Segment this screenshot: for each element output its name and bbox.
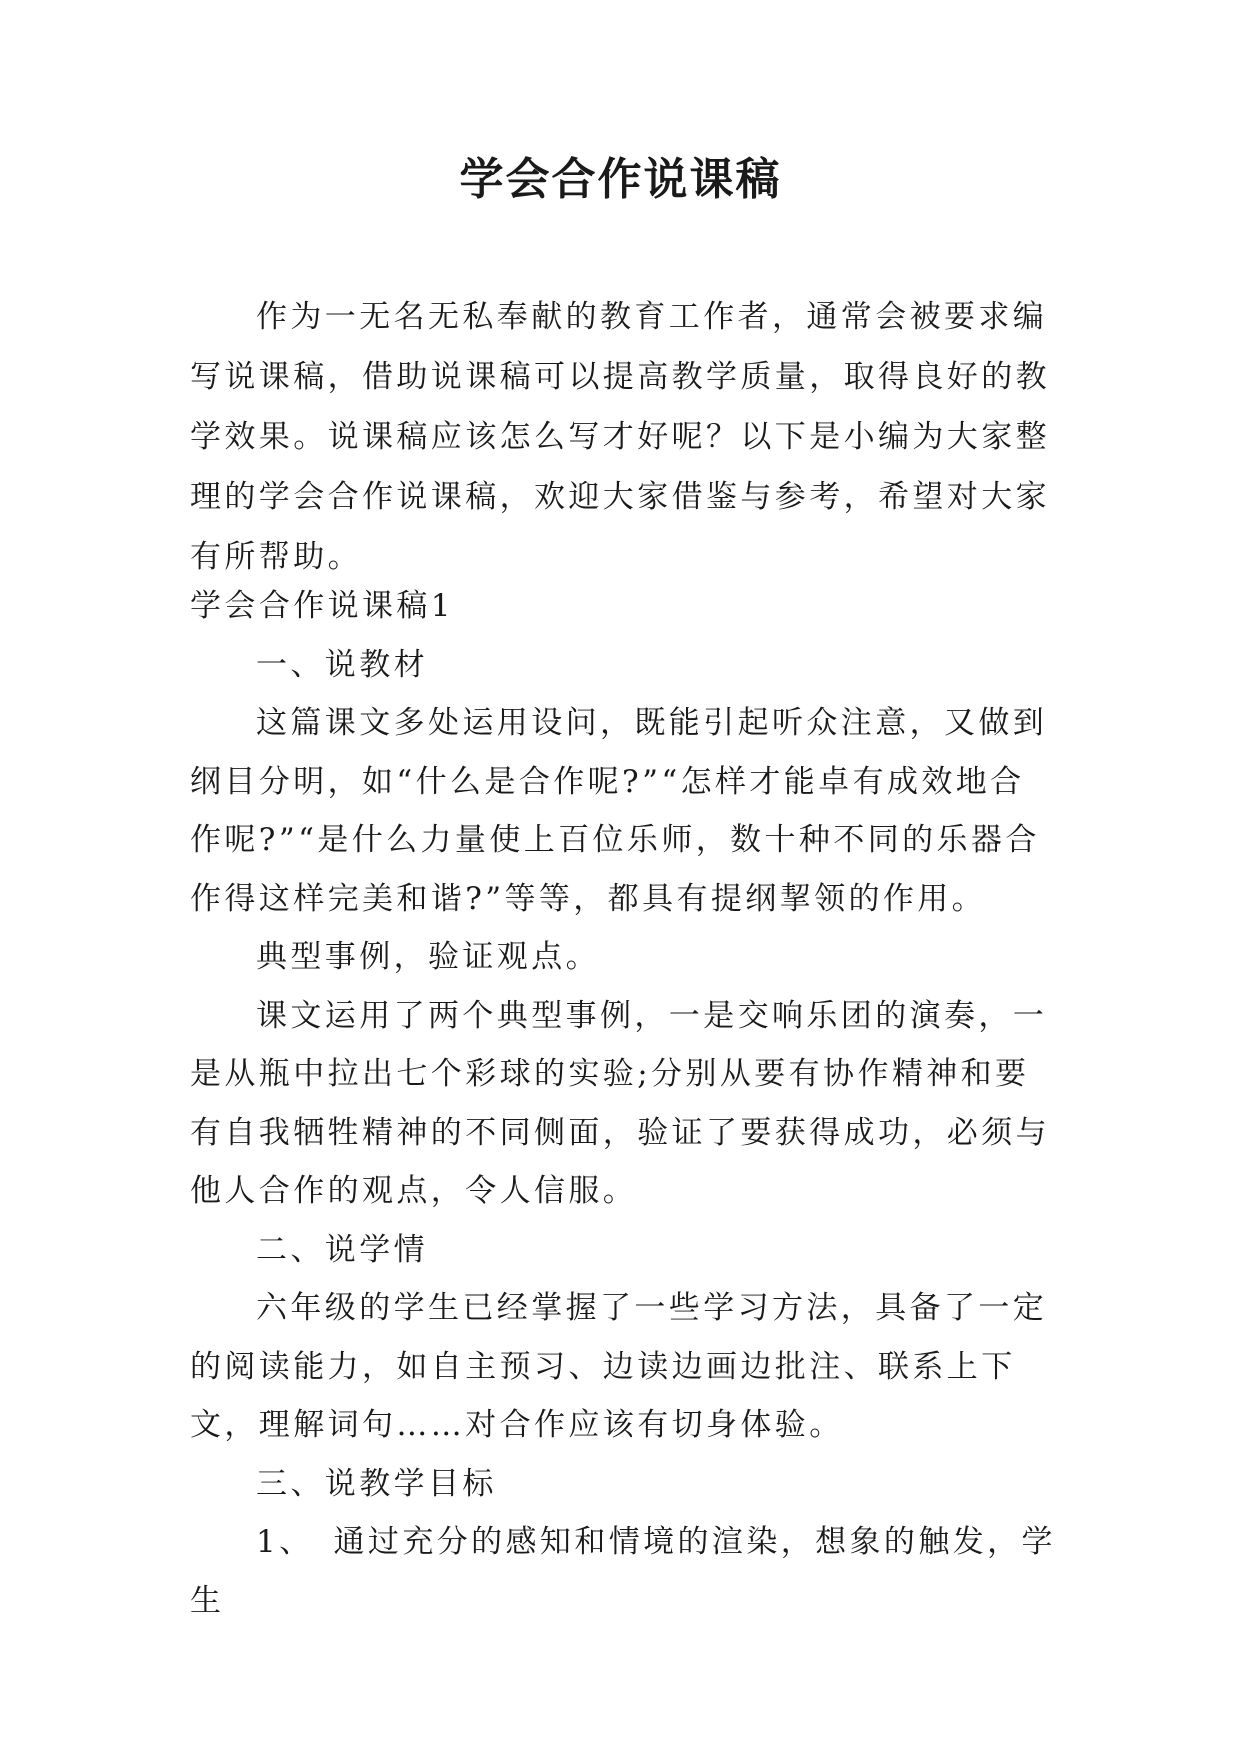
paragraph-typical-examples: 典型事例，验证观点。 (256, 939, 600, 975)
list-item (190, 1513, 1056, 1630)
list-item-number: 1、 (256, 1524, 314, 1560)
paragraph-student-analysis: 六年级的学生已经掌握了一些学习方法，具备了一定的阅读能力，如自主预习、边读边画边批注、联系上下文，理解词句……对合作应该有切身体验。 (190, 1290, 1048, 1443)
document-title: 学会合作说课稿 (459, 154, 782, 205)
document-body (190, 577, 1056, 1630)
heading-teaching-goals: 三、说教学目标 (256, 1465, 497, 1502)
paragraph-examples-detail: 课文运用了两个典型事例，一是交响乐团的演奏，一是从瓶中拉出七个彩球的实验;分别从要有协作精神和要有自我牺牲精神的不同侧面，验证了要获得成功，必须与他人合作的观点，令人信服。 (190, 997, 1050, 1209)
section-title: 学会合作说课稿1 (190, 588, 454, 624)
list-item-text: 通过充分的感知和情境的渲染，想象的触发，学生 (190, 1524, 1056, 1619)
heading-student-analysis: 二、说学情 (256, 1231, 428, 1268)
intro-paragraph: 作为一无名无私奉献的教育工作者，通常会被要求编写说课稿，借助说课稿可以提高教学质量，取得良好的教学效果。说课稿应该怎么写才好呢？以下是小编为大家整理的学会合作说课稿，欢迎大家借鉴与参考，希望对大家有所帮助。 (190, 299, 1050, 575)
paragraph-rhetorical-questions: 这篇课文多处运用设问，既能引起听众注意，又做到纲目分明，如“什么是合作呢?”“怎样才能卓有成效地合作呢?”“是什么力量使上百位乐师，数十种不同的乐器合作得这样完美和谐?”等等，都具有提纲挈领的作用。 (190, 705, 1048, 917)
heading-teaching-material: 一、说教材 (256, 646, 428, 683)
